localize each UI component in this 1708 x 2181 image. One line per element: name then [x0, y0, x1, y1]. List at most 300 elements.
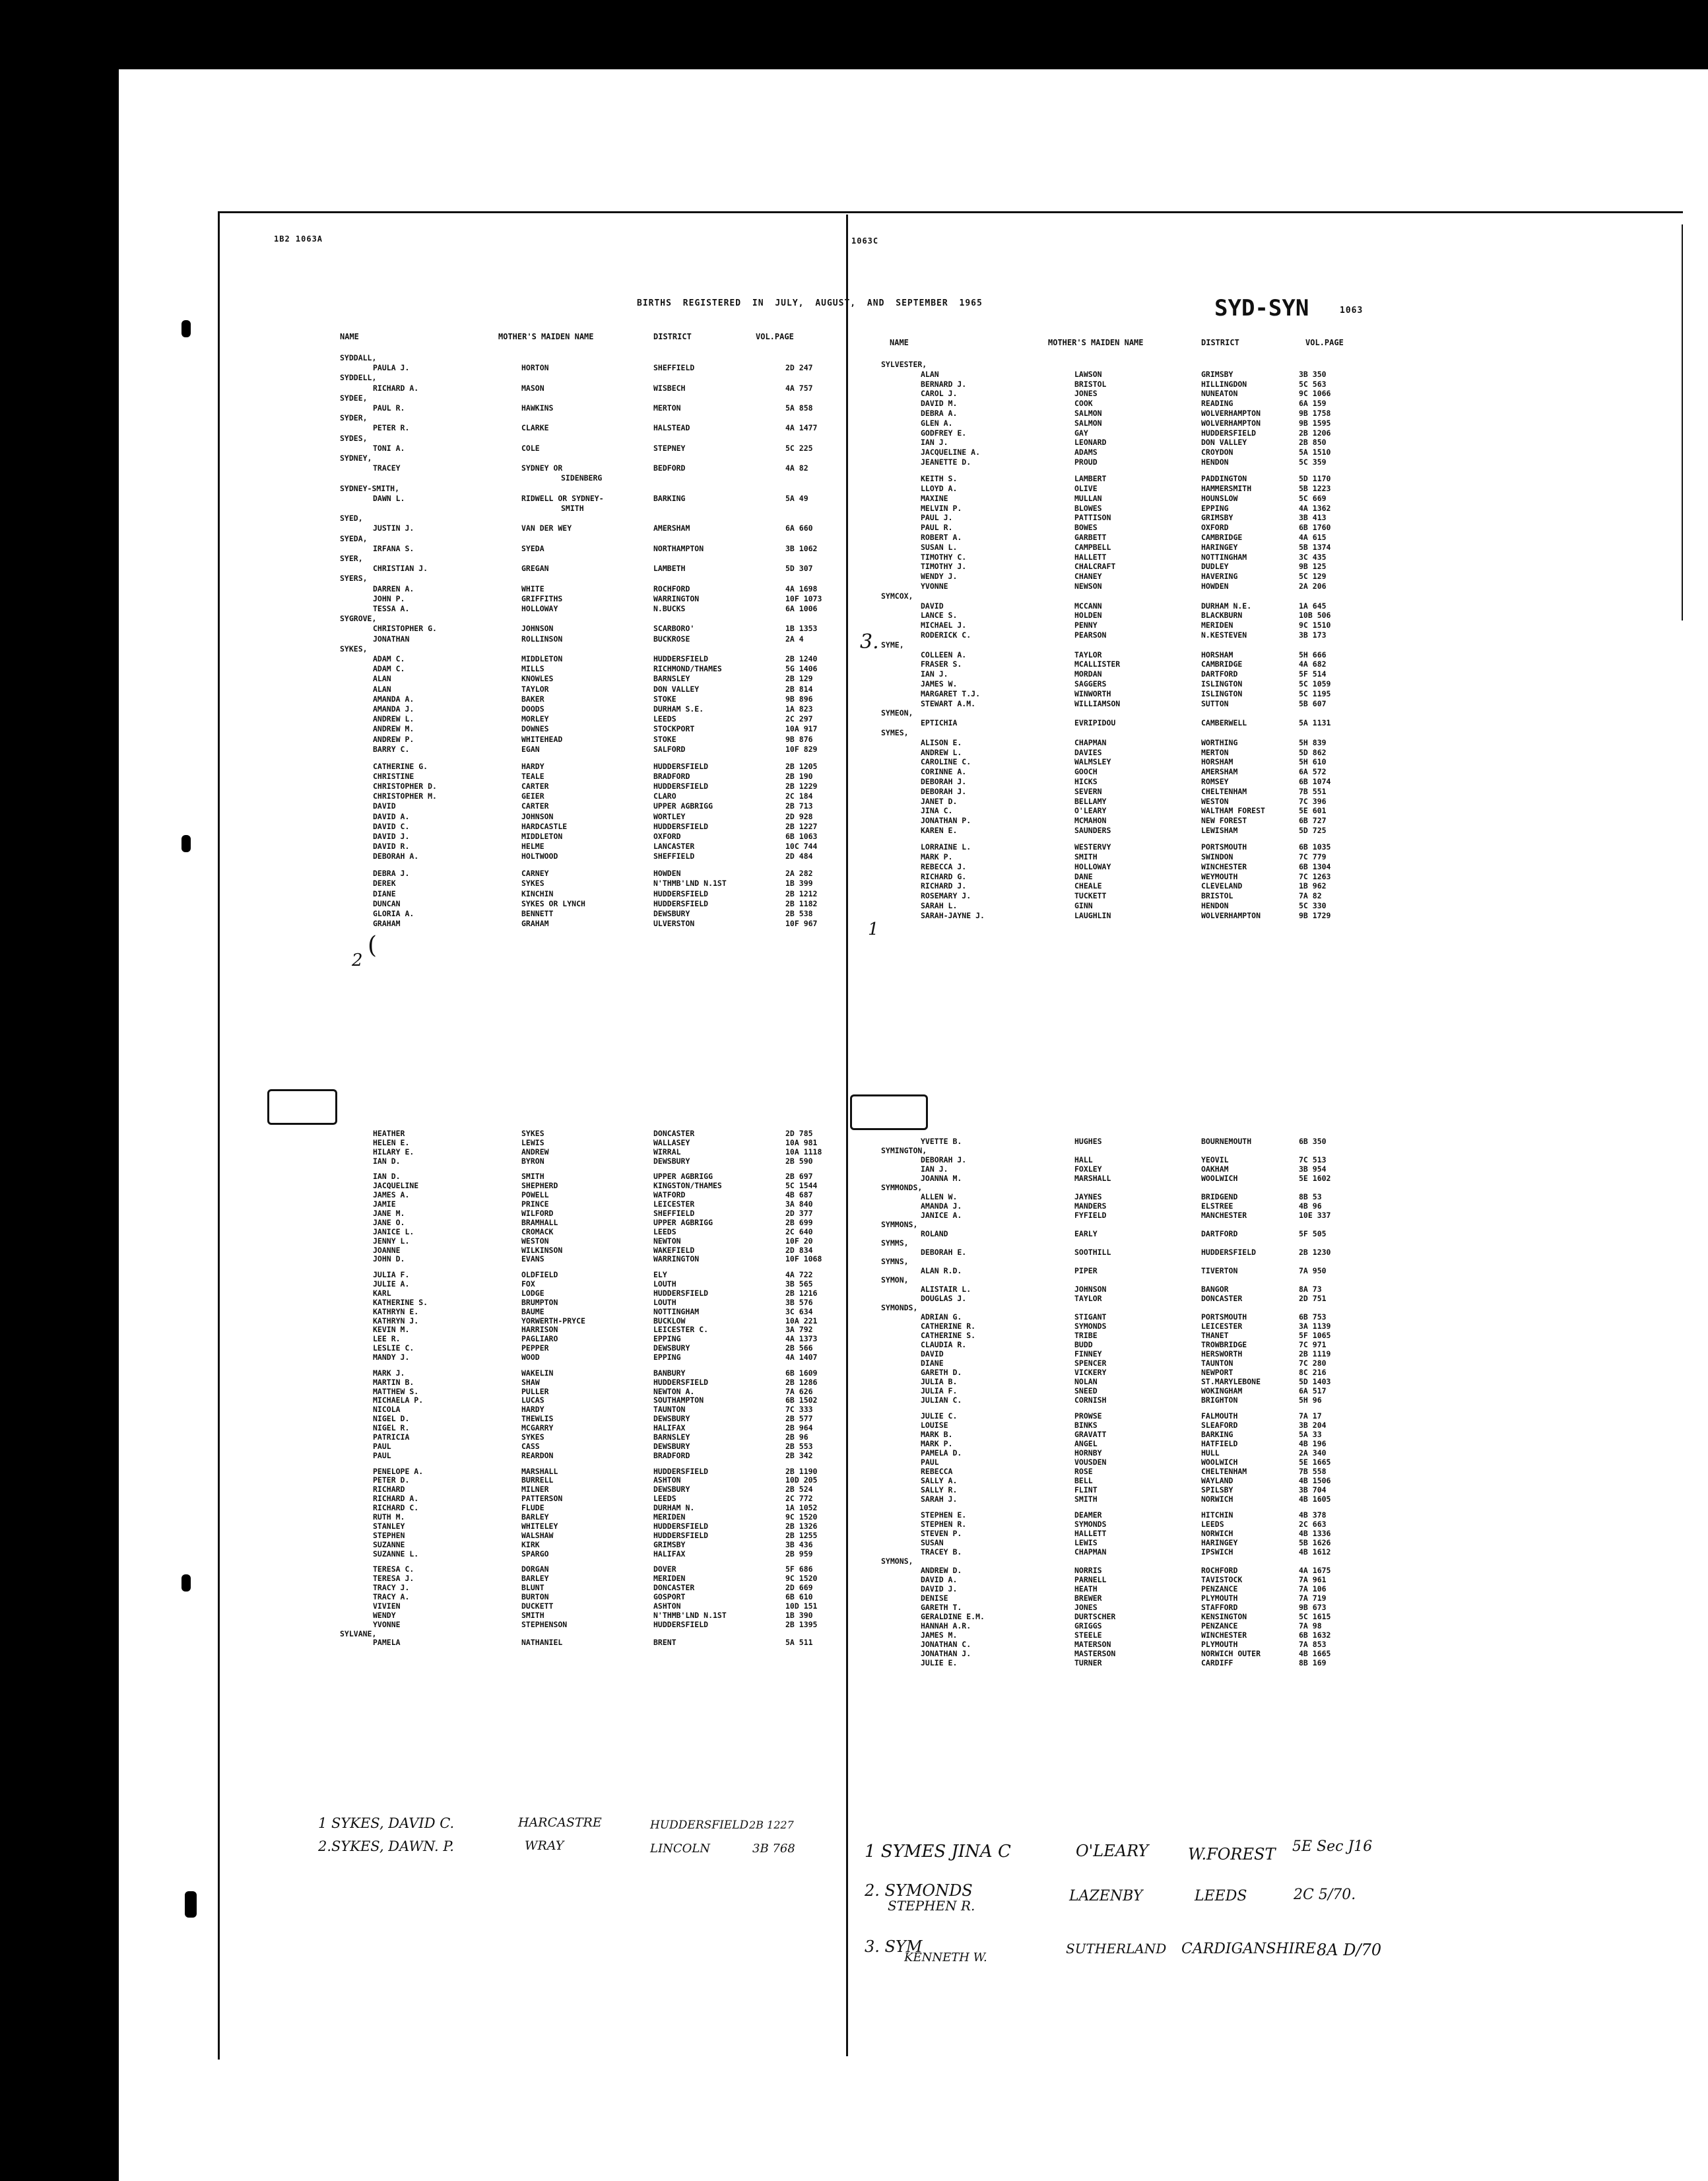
index-entry [340, 791, 845, 801]
given-names: CATHERINE G. [373, 761, 428, 771]
given-names: CATHERINE S. [921, 1331, 976, 1340]
index-entry [881, 543, 1358, 553]
mother-maiden-name: FLUDE [521, 1503, 544, 1513]
surname-heading [340, 453, 845, 463]
mother-maiden-name: MCMAHON [1074, 816, 1107, 826]
binder-hole [186, 1895, 195, 1912]
handwritten-entry: SUTHERLAND [1066, 1941, 1167, 1957]
district: BRISTOL [1201, 891, 1233, 901]
given-names: JENNY L. [373, 1236, 410, 1246]
vol-page: 5A 1131 [1299, 718, 1331, 728]
mother-maiden-name: JONES [1074, 1602, 1098, 1612]
vol-page: 10F 20 [785, 1236, 813, 1246]
mother-maiden-name: KIRK [521, 1539, 540, 1549]
vol-page: 1A 823 [785, 704, 813, 714]
surname-heading [340, 484, 845, 494]
mother-maiden-name: CHANEY [1074, 572, 1102, 582]
vol-page: 5F 514 [1299, 669, 1327, 679]
given-names: MATTHEW S. [373, 1386, 419, 1396]
given-names: ROBERT A. [921, 532, 962, 542]
given-names: RICHARD [373, 1485, 405, 1494]
page-title: BIRTHS REGISTERED IN JULY, AUGUST, AND SEPTEMBER 1965 [637, 298, 983, 308]
given-names: TRACY J. [373, 1583, 410, 1593]
district: LOUTH [653, 1297, 676, 1307]
mother-maiden-name: HOLLOWAY [1074, 861, 1111, 871]
vol-page: 3B 413 [1299, 513, 1327, 523]
given-names: AMANDA A. [373, 694, 414, 704]
district: ST.MARYLEBONE [1201, 1377, 1261, 1386]
vol-page: 10D 205 [785, 1475, 818, 1485]
vol-page: 10D 151 [785, 1601, 818, 1611]
mother-maiden-name: WALMSLEY [1074, 757, 1111, 767]
blank-label-box [267, 1089, 337, 1125]
mother-maiden-name: TAYLOR [1074, 1294, 1102, 1303]
district: GRIMSBY [1201, 369, 1233, 379]
index-entry [340, 832, 845, 842]
given-names: JANICE L. [373, 1226, 414, 1236]
district: GRIMSBY [653, 1539, 686, 1549]
index-entry [340, 1432, 845, 1442]
index-entry [340, 714, 845, 724]
district: OXFORD [1201, 523, 1229, 533]
district: WOOLWICH [1201, 1174, 1238, 1183]
district: NORWICH [1201, 1494, 1233, 1504]
district: HUDDERSFIELD [1201, 428, 1257, 438]
scan-border-left [0, 0, 119, 2181]
handwritten-entry: 2C 5/70. [1294, 1887, 1356, 1903]
district: LEEDS [1201, 1519, 1224, 1529]
district: LANCASTER [653, 842, 695, 852]
district: SHEFFIELD [653, 852, 695, 861]
given-names: JAMES W. [921, 679, 958, 688]
vol-page: 5A 511 [785, 1638, 813, 1648]
given-names: DEBRA J. [373, 869, 410, 879]
district: WISBECH [653, 383, 686, 393]
mother-maiden-name: LUCAS [521, 1395, 544, 1405]
mother-maiden-name: MARSHALL [521, 1466, 558, 1476]
given-names: LLOYD A. [921, 483, 958, 493]
vol-page: 2B 1205 [785, 761, 818, 771]
vol-page: 2B 1212 [785, 889, 818, 898]
given-names: DEBORAH J. [921, 786, 967, 796]
given-names: ALLEN W. [921, 1192, 958, 1201]
vol-page: 5C 1195 [1299, 688, 1331, 698]
given-names: STEWART A.M. [921, 698, 976, 708]
mother-maiden-name: JOHNSON [521, 624, 554, 634]
surname: SYME, [881, 640, 904, 650]
surname: SYDDALL, [340, 353, 377, 362]
handwritten-entry: 1 SYKES, DAVID C. [318, 1815, 455, 1831]
district: SWINDON [1201, 852, 1233, 861]
mother-maiden-name: HAWKINS [521, 403, 554, 413]
index-entry [340, 1485, 845, 1494]
given-names: JOANNA M. [921, 1174, 962, 1183]
vol-page: 2D 484 [785, 852, 813, 861]
vol-page: 2A 340 [1299, 1448, 1327, 1458]
handwritten-entry: 3. SYM [865, 1937, 923, 1956]
index-entry [881, 494, 1358, 504]
mother-maiden-name: MARSHALL [1074, 1174, 1111, 1183]
district: N.KESTEVEN [1201, 630, 1247, 640]
given-names: PAMELA [373, 1638, 401, 1648]
district: NEWPORT [1201, 1368, 1233, 1377]
vol-page: 2B 566 [785, 1343, 813, 1353]
mother-maiden-name: SALMON [1074, 418, 1102, 428]
district: BUCKLOW [653, 1316, 686, 1325]
index-entry [881, 1359, 1358, 1368]
vol-page: 1A 1052 [785, 1503, 818, 1513]
given-names: YVETTE B. [921, 1137, 962, 1146]
district: HUDDERSFIELD [653, 889, 709, 898]
handwritten-entry: 8A D/70 [1317, 1941, 1382, 1959]
mother-maiden-name: TAYLOR [1074, 650, 1102, 659]
vol-page: 6B 1304 [1299, 861, 1331, 871]
district: LEEDS [653, 1226, 676, 1236]
given-names: MARK B. [921, 1429, 953, 1439]
vol-page: 5B 607 [1299, 698, 1327, 708]
given-names: JAMES M. [921, 1630, 958, 1640]
index-entry [881, 738, 1358, 748]
mother-maiden-name: SMITH [521, 1610, 544, 1620]
given-names: GLORIA A. [373, 909, 414, 919]
index-entry [881, 1266, 1358, 1276]
index-entry [881, 448, 1358, 457]
surname-heading [881, 708, 1358, 718]
vol-page: 2B 1326 [785, 1521, 818, 1531]
handwritten-entry: CARDIGANSHIRE [1181, 1941, 1316, 1957]
index-entry [340, 363, 845, 373]
index-entry [881, 911, 1358, 921]
vol-page: 5C 129 [1299, 572, 1327, 582]
vol-page: 5F 686 [785, 1564, 813, 1574]
mother-maiden-name: HOLDEN [1074, 611, 1102, 621]
district: HAVERING [1201, 572, 1238, 582]
mother-maiden-name: EVRIPIDOU [1074, 718, 1116, 728]
given-names: GRAHAM [373, 919, 401, 929]
mother-maiden-name: O'LEARY [1074, 806, 1107, 816]
vol-page: 2A 282 [785, 869, 813, 879]
index-entry [881, 504, 1358, 514]
index-entry [881, 1547, 1358, 1557]
vol-page: 6B 1502 [785, 1395, 818, 1405]
district: N.BUCKS [653, 604, 686, 613]
district: STEPNEY [653, 443, 686, 453]
vol-page: 4B 1506 [1299, 1475, 1331, 1485]
district: HUDDERSFIELD [653, 821, 709, 831]
given-names: JULIA F. [921, 1386, 958, 1395]
given-names: JULIE E. [921, 1658, 958, 1667]
given-names: DOUGLAS J. [921, 1294, 967, 1303]
given-names: CHRISTIAN J. [373, 564, 428, 574]
given-names: DAVID R. [373, 842, 410, 852]
index-entry [340, 1522, 845, 1531]
index-entry [881, 1386, 1358, 1396]
surname-heading [340, 574, 845, 584]
index-entry [881, 1476, 1358, 1486]
vol-page: 2D 751 [1299, 1294, 1327, 1303]
district: TIVERTON [1201, 1266, 1238, 1275]
index-entry [881, 881, 1358, 891]
index-entry [340, 1343, 845, 1353]
index-entry [340, 1307, 845, 1317]
vol-page: 6A 517 [1299, 1386, 1327, 1395]
vol-page: 2C 663 [1299, 1519, 1327, 1529]
district: BRADFORD [653, 1450, 690, 1460]
mother-maiden-name: BUDD [1074, 1340, 1093, 1349]
given-names: MELVIN P. [921, 503, 962, 513]
handwritten-entry: O'LEARY [1076, 1842, 1149, 1860]
district: CAMBRIDGE [1201, 532, 1243, 542]
vol-page: 2B 129 [785, 674, 813, 684]
mother-maiden-name: GEIER [521, 791, 544, 801]
vol-page: 7A 719 [1299, 1593, 1327, 1603]
given-names: JULIE A. [373, 1279, 410, 1289]
index-entry [881, 601, 1358, 611]
col-header-district: DISTRICT [1201, 338, 1239, 347]
index-entry [881, 1430, 1358, 1440]
mother-maiden-name: PATTERSON [521, 1494, 563, 1504]
district: DURHAM S.E. [653, 704, 704, 714]
vol-page: 6B 727 [1299, 816, 1327, 826]
given-names: ANDREW P. [373, 734, 414, 744]
index-entry [881, 1658, 1358, 1668]
given-names: SUZANNE [373, 1539, 405, 1549]
surname-heading [340, 413, 845, 423]
given-names: IAN D. [373, 1172, 401, 1182]
district: TROWBRIDGE [1201, 1340, 1247, 1349]
index-entry [881, 757, 1358, 767]
district: BANBURY [653, 1368, 686, 1378]
given-names: TRACEY [373, 463, 401, 473]
index-entry [881, 399, 1358, 409]
district: ELY [653, 1270, 667, 1280]
given-names: PAUL [373, 1441, 391, 1451]
district: HARINGEY [1201, 542, 1238, 552]
district: LEICESTER C. [653, 1325, 709, 1335]
handwritten-entry: 2. SYMONDS [865, 1881, 973, 1900]
index-entry [340, 1442, 845, 1452]
index-entry [340, 1289, 845, 1298]
district: UPPER AGBRIGG [653, 1217, 713, 1227]
index-entry [340, 735, 845, 745]
index-entry [340, 812, 845, 822]
vol-page: 8B 169 [1299, 1658, 1327, 1667]
index-entry [881, 484, 1358, 494]
vol-page: 7C 1263 [1299, 871, 1331, 881]
index-entry [340, 879, 845, 889]
district: ULVERSTON [653, 919, 695, 929]
surname: SYED, [340, 514, 363, 523]
vol-page: 10A 221 [785, 1316, 818, 1325]
vol-page: 3A 840 [785, 1199, 813, 1209]
district: PORTSMOUTH [1201, 1312, 1247, 1322]
mother-maiden-name: MCGARRY [521, 1423, 554, 1433]
surname: SYMES, [881, 727, 909, 737]
index-entry [340, 423, 845, 433]
district: BARKING [653, 493, 686, 503]
vol-page: 9B 876 [785, 734, 813, 744]
vol-page: 6B 1632 [1299, 1630, 1331, 1640]
mother-maiden-name: SYKES OR LYNCH [521, 898, 585, 908]
vol-page: 2A 4 [785, 634, 804, 644]
given-names: SARAH-JAYNE J. [921, 910, 985, 920]
vol-page: 10F 967 [785, 919, 818, 929]
surname: SYMMONDS, [881, 1183, 923, 1192]
given-names: SUZANNE L. [373, 1549, 419, 1559]
given-names: CAROLINE C. [921, 757, 971, 767]
surname-heading [881, 1303, 1358, 1313]
vol-page: 9B 1729 [1299, 910, 1331, 920]
vol-page: 5D 307 [785, 564, 813, 574]
given-names: SUSAN [921, 1537, 944, 1547]
surname: SYMCOX, [881, 591, 913, 601]
surname: SYDNEY, [340, 453, 372, 463]
given-names: STEPHEN R. [921, 1519, 967, 1529]
district: SHEFFIELD [653, 363, 695, 373]
index-entry [340, 1503, 845, 1513]
mother-maiden-name: MORLEY [521, 714, 549, 724]
surname: SYER, [340, 554, 363, 563]
surname: SYMMS, [881, 1238, 909, 1248]
district: BARNSLEY [653, 1432, 690, 1442]
mother-maiden-name: TRIBE [1074, 1331, 1098, 1340]
index-entry [340, 1467, 845, 1477]
mother-maiden-name: PROUD [1074, 457, 1098, 467]
mother-maiden-name: STIGANT [1074, 1312, 1107, 1322]
district: ROMSEY [1201, 776, 1229, 786]
index-entry [881, 611, 1358, 621]
vol-page: 4A 722 [785, 1270, 813, 1280]
district: HUDDERSFIELD [653, 654, 709, 663]
given-names: PAUL J. [921, 513, 953, 523]
page-number: 1063 [1340, 306, 1363, 316]
given-names: JACQUELINE [373, 1181, 419, 1191]
mother-maiden-name: CHAPMAN [1074, 737, 1107, 747]
given-names: RICHARD J. [921, 881, 967, 891]
index-entry [340, 1325, 845, 1335]
left-page-code: 1B2 1063A [274, 234, 323, 244]
vol-page: 1B 1353 [785, 624, 818, 634]
index-entry [340, 384, 845, 393]
handwritten-entry: 1 SYMES JINA C [865, 1842, 1011, 1862]
vol-page: 2B 1190 [785, 1466, 818, 1476]
vol-page: 10A 981 [785, 1137, 818, 1147]
district: UPPER AGBRIGG [653, 801, 713, 811]
surname-heading [881, 1275, 1358, 1285]
mother-maiden-name: MILNER [521, 1485, 549, 1494]
vol-page: 2D 669 [785, 1583, 813, 1593]
given-names: NIGEL R. [373, 1423, 410, 1433]
surname-heading [881, 1238, 1358, 1248]
given-names: COLLEEN A. [921, 650, 967, 659]
given-names: MAXINE [921, 493, 948, 503]
mother-maiden-name: BLUNT [521, 1583, 544, 1593]
given-names: ANDREW D. [921, 1565, 962, 1575]
vol-page: 9B 1595 [1299, 418, 1331, 428]
index-entry [340, 504, 845, 514]
mother-maiden-name: REARDON [521, 1450, 554, 1460]
district: ELSTREE [1201, 1201, 1233, 1211]
district: WAKEFIELD [653, 1245, 695, 1255]
district: CAMBRIDGE [1201, 659, 1243, 669]
vol-page: 4A 1362 [1299, 503, 1331, 513]
given-names: PATRICIA [373, 1432, 410, 1442]
given-names: CLAUDIA R. [921, 1340, 967, 1349]
index-entry [340, 1279, 845, 1289]
district: BRADFORD [653, 771, 690, 781]
index-entry [881, 1211, 1358, 1221]
mother-maiden-name: SYMONDS [1074, 1322, 1107, 1331]
mother-maiden-name: LEONARD [1074, 438, 1107, 448]
given-names: BARRY C. [373, 744, 410, 754]
district: WAYLAND [1201, 1475, 1233, 1485]
given-names: DIANE [921, 1359, 944, 1368]
index-entry [881, 1229, 1358, 1239]
index-entry [881, 891, 1358, 901]
given-names: ALAN [921, 369, 939, 379]
mother-maiden-name: BELLAMY [1074, 796, 1107, 806]
mother-maiden-name: LAMBERT [1074, 474, 1107, 484]
vol-page: 5D 725 [1299, 825, 1327, 835]
mother-maiden-name: HARDCASTLE [521, 821, 568, 831]
given-names: DAVID [921, 1349, 944, 1359]
given-names: TRACY A. [373, 1592, 410, 1601]
vol-page: 4B 687 [785, 1190, 813, 1200]
given-names: SARAH L. [921, 900, 958, 910]
district: SOUTHAMPTON [653, 1395, 704, 1405]
given-names: TERESA C. [373, 1564, 414, 1574]
district: SALFORD [653, 744, 686, 754]
given-names: DIANE [373, 889, 396, 898]
district: GRIMSBY [1201, 513, 1233, 523]
mother-maiden-name: HEATH [1074, 1584, 1098, 1594]
mother-maiden-name: ROLLINSON [521, 634, 563, 644]
vol-page: 2C 297 [785, 714, 813, 724]
vol-page: 9B 1758 [1299, 409, 1331, 418]
given-names: STEPHEN [373, 1530, 405, 1540]
index-entry [881, 1192, 1358, 1202]
given-names: RICHARD A. [373, 383, 419, 393]
vol-page: 2B 959 [785, 1549, 813, 1559]
index-entry [881, 1520, 1358, 1529]
given-names: KAREN E. [921, 825, 958, 835]
vol-page: 5C 1615 [1299, 1611, 1331, 1621]
handwritten-entry: WRAY [525, 1838, 564, 1853]
surname: SYMONDS, [881, 1303, 918, 1312]
given-names: IAN J. [921, 438, 948, 448]
index-entry [881, 679, 1358, 689]
handwritten-entry: W.FOREST [1188, 1845, 1276, 1863]
mother-maiden-name: MCALLISTER [1074, 659, 1121, 669]
district: UPPER AGBRIGG [653, 1172, 713, 1182]
mother-maiden-name: CHALCRAFT [1074, 562, 1116, 572]
mother-maiden-name: SEVERN [1074, 786, 1102, 796]
vol-page: 5C 330 [1299, 900, 1327, 910]
district: STOKE [653, 734, 676, 744]
given-names: DENISE [921, 1593, 948, 1603]
index-entry [340, 604, 845, 614]
index-entry [340, 494, 845, 504]
vol-page: 3A 792 [785, 1325, 813, 1335]
vol-page: 4B 1665 [1299, 1648, 1331, 1658]
given-names: PAUL R. [373, 403, 405, 413]
given-names: MARK P. [921, 852, 953, 861]
handwritten-entry: KENNETH W. [904, 1951, 987, 1964]
index-entry [340, 782, 845, 791]
mother-maiden-name: JONES [1074, 389, 1098, 399]
district: PADDINGTON [1201, 474, 1247, 484]
vol-page: 3C 435 [1299, 552, 1327, 562]
